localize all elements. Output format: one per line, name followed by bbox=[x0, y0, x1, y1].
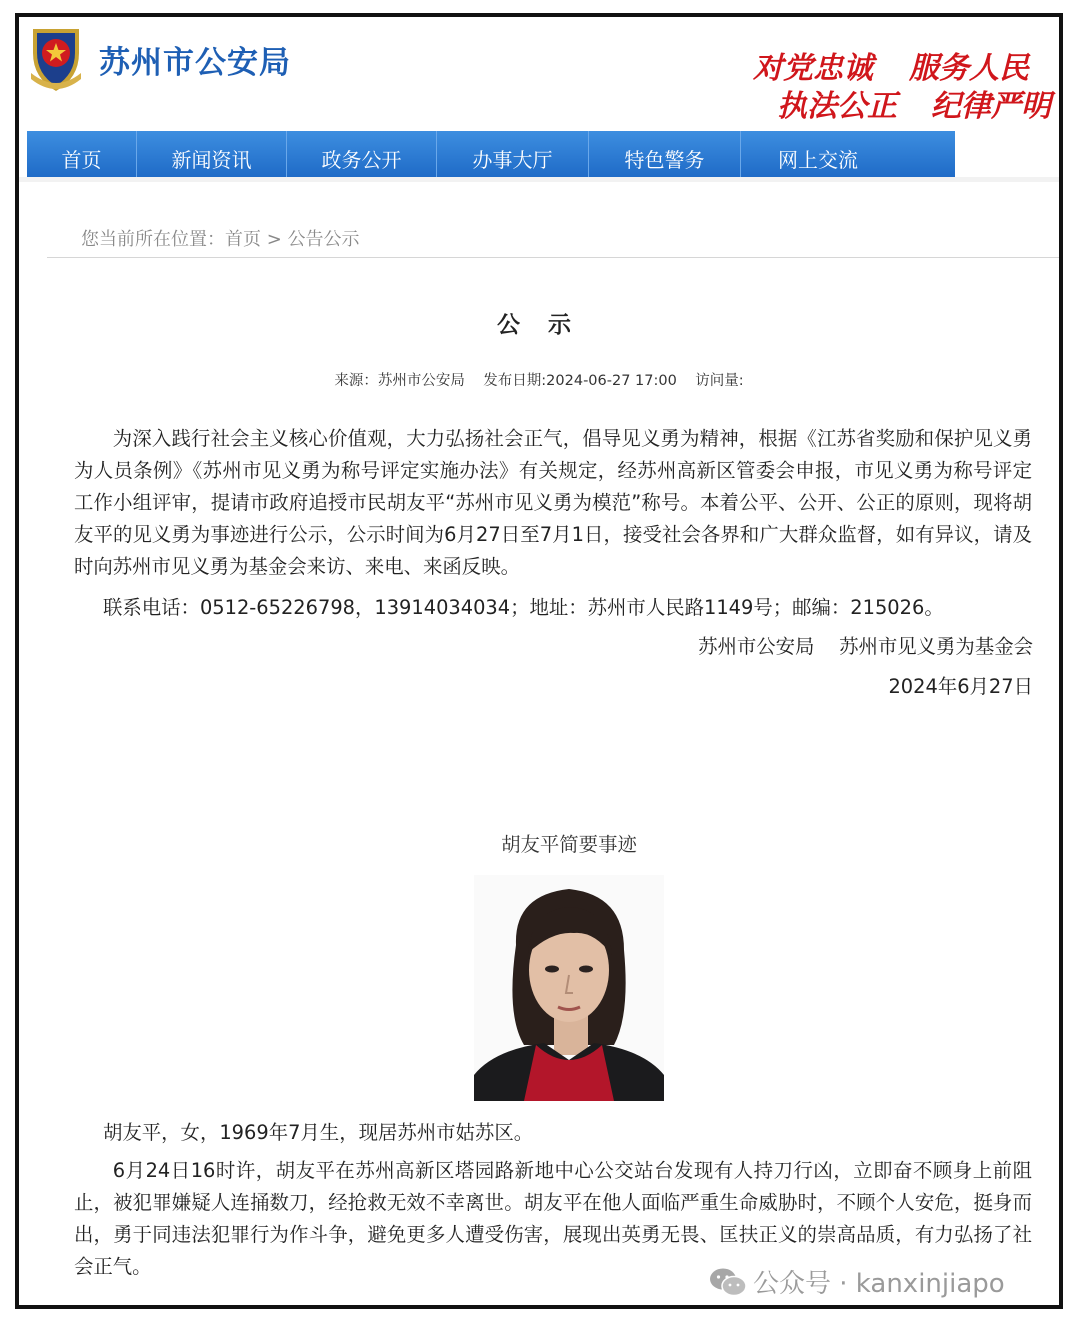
signature-orgs: 苏州市公安局 苏州市见义勇为基金会 bbox=[698, 635, 1033, 658]
portrait-photo bbox=[474, 875, 664, 1101]
breadcrumb-divider bbox=[47, 257, 1059, 258]
watermark bbox=[709, 1263, 1005, 1300]
page-title: 公 示 bbox=[496, 312, 581, 338]
notice-paragraph: 为深入践行社会主义核心价值观，大力弘扬社会正气，倡导见义勇为精神，根据《江苏省奖励和保护见义勇为人员条例》《苏州市见义勇为称号评定实施办法》有关规定，经苏州高新区管委会申报，市见义勇为称号评定工作小组评审，提请市政府追授市民胡友平“苏州市见义勇为模范”称号。本着公平、公开、公正的原则，现将胡友平的见义勇为事迹进行公示，公示时间为6月27日至7月1日，接受社会各界和广大群众监督，如有异议，请及时向苏州市见义勇为基金会来访、来电、来函反映。 bbox=[74, 427, 1032, 578]
breadcrumb[interactable]: 您当前所在位置：首页 > 公告公示 bbox=[81, 229, 360, 250]
police-emblem-icon bbox=[27, 23, 85, 93]
slogan-discipline: 纪律严明 bbox=[931, 89, 1051, 124]
watermark-text: 公众号 · kanxinjiapo bbox=[753, 1269, 1005, 1299]
site-title[interactable]: 苏州市公安局 bbox=[99, 45, 291, 81]
bio-line: 胡友平，女，1969年7月生，现居苏州市姑苏区。 bbox=[103, 1121, 534, 1144]
nav-item-gov-affairs[interactable]: 政务公开 bbox=[287, 131, 437, 177]
nav-item-home[interactable]: 首页 bbox=[27, 131, 137, 177]
signature-date: 2024年6月27日 bbox=[888, 675, 1033, 698]
slogan-service: 服务人民 bbox=[909, 51, 1029, 86]
slogan-loyalty: 对党忠诚 bbox=[753, 51, 873, 86]
slogan-justice: 执法公正 bbox=[777, 89, 897, 124]
section-subtitle: 胡友平简要事迹 bbox=[501, 833, 637, 856]
nav-divider bbox=[19, 177, 1059, 182]
nav-item-news[interactable]: 新闻资讯 bbox=[137, 131, 287, 177]
deed-paragraph: 6月24日16时许，胡友平在苏州高新区塔园路新地中心公交站台发现有人持刀行凶，立即奋不顾身上前阻止，被犯罪嫌疑人连捅数刀，经抢救无效不幸离世。胡友平在他人面临严重生命威胁时，不顾个人安危，挺身而出，勇于同违法犯罪行为作斗争，避免更多人遭受伤害，展现出英勇无畏、匡扶正义的崇高品质，有力弘扬了社会正气。 bbox=[74, 1159, 1032, 1278]
contact-info: 联系电话：0512-65226798，13914034034；地址：苏州市人民路1149号；邮编：215026。 bbox=[103, 596, 944, 619]
nav-item-special-police[interactable]: 特色警务 bbox=[589, 131, 741, 177]
main-nav bbox=[27, 131, 955, 177]
article-meta: 来源：苏州市公安局 发布日期:2024-06-27 17:00 访问量: bbox=[334, 373, 744, 389]
site-header bbox=[19, 17, 1059, 135]
screenshot-frame bbox=[15, 13, 1063, 1309]
wechat-icon bbox=[709, 1267, 747, 1297]
nav-item-online-exchange[interactable]: 网上交流 bbox=[778, 148, 858, 172]
nav-item-service-hall[interactable]: 办事大厅 bbox=[437, 131, 589, 177]
